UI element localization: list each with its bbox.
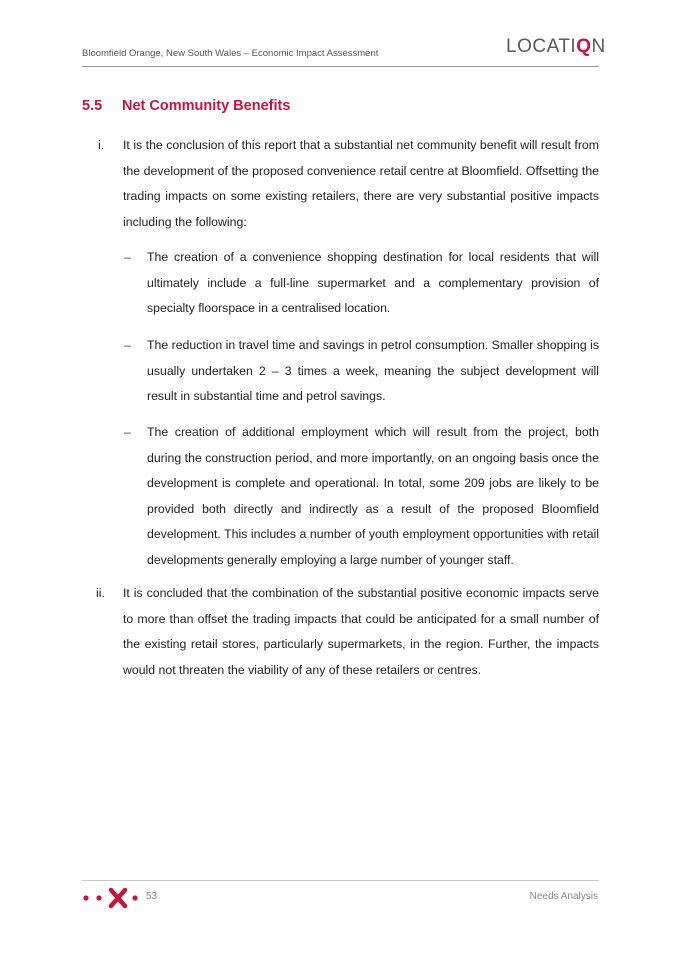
bullet-marker: – (124, 338, 131, 352)
bullet-text: The creation of additional employment which will result from the project, both during the construction period, and more importantly, on an ongoing basis once the development is complete and operational. In total, some 209 jobs are likely to be provided both directly and indirectly as a result of the proposed Bloomfield development. This includes a number of youth employment opportunities with retail developments generally employing a large number of younger staff. (147, 425, 599, 567)
section-title: Net Community Benefits (122, 98, 291, 114)
footer-section-name: Needs Analysis (529, 891, 598, 902)
dots-and-x-icon (82, 887, 142, 909)
bullet-text: The creation of a convenience shopping destination for local residents that will ultimately include a full-line supermarket and a complementary provision of specialty floorspace in a centralised location. (147, 250, 599, 315)
header-divider (82, 66, 599, 67)
page-number: 53 (146, 891, 158, 902)
logo-text-b: N (591, 36, 606, 57)
logo-text-accent: Q (576, 36, 592, 57)
list-item-marker: i. (98, 138, 105, 152)
logo-text-a: LOCATI (506, 36, 577, 57)
list-item-marker: ii. (96, 586, 105, 600)
document-title: Bloomfield Orange, New South Wales – Economic Impact Assessment (82, 48, 379, 59)
section-heading (82, 98, 290, 114)
bullet-marker: – (124, 425, 131, 439)
bullet-text: The reduction in travel time and savings in petrol consumption. Smaller shopping is usually undertaken 2 – 3 times a week, meaning the subject development will result in substantial time and petrol savings. (147, 338, 599, 403)
footer-divider (82, 880, 599, 881)
location-iq-logo (506, 36, 606, 58)
list-item-text: It is the conclusion of this report that a substantial net community benefit will result from the development of the proposed convenience retail centre at Bloomfield. Offsetting the trading impacts on some existing retailers, there are very substantial positive impacts including the following: (123, 138, 599, 229)
list-item-text: It is concluded that the combination of the substantial positive economic impacts serve to more than offset the trading impacts that could be anticipated for a small number of the existing retail stores, particularly supermarkets, in the region. Further, the impacts would not threaten the viability of any of these retailers or centres. (123, 586, 599, 677)
section-number: 5.5 (82, 98, 103, 114)
bullet-marker: – (124, 250, 131, 264)
